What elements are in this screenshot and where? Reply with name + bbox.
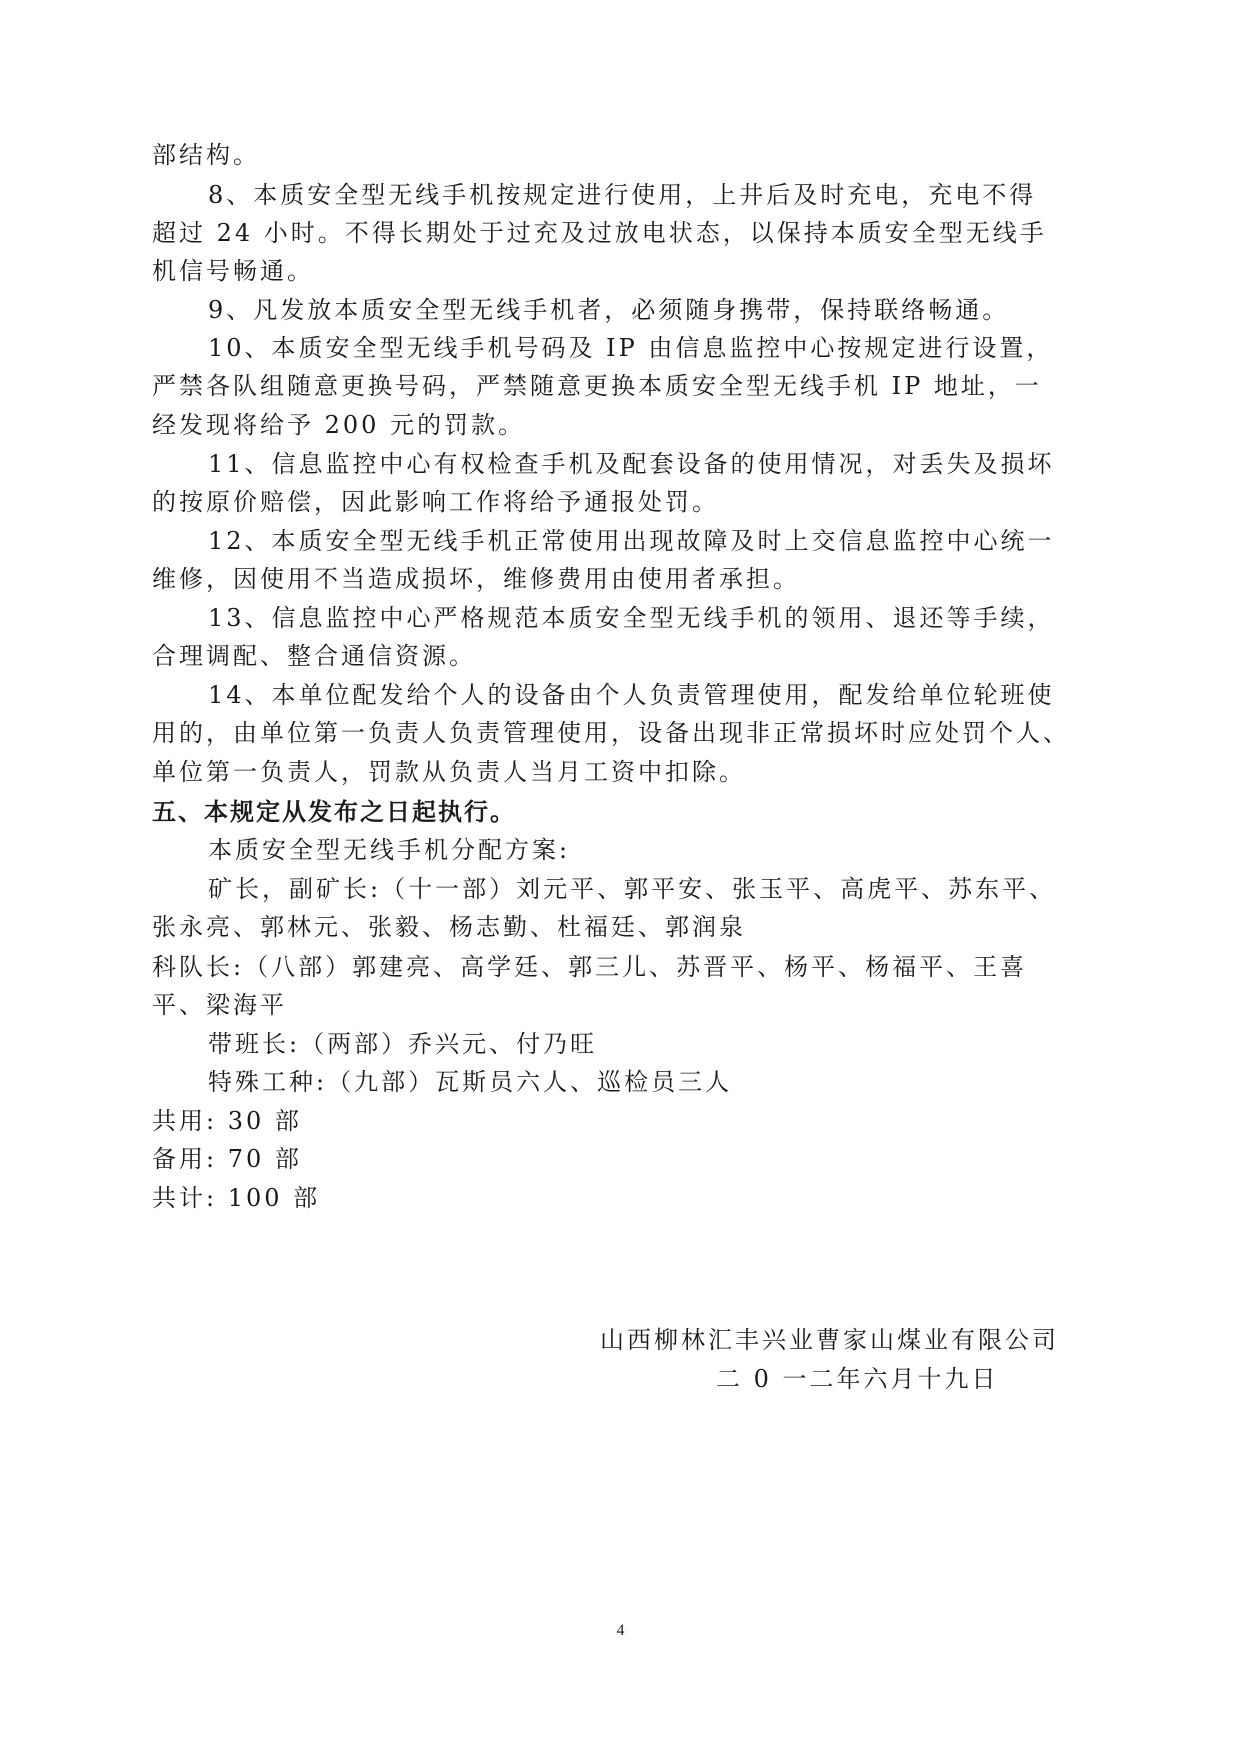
clause-11-line-2: 的按原价赔偿，因此影响工作将给予通报处罚。	[152, 488, 719, 516]
allocation-team-leaders-line-1: 科队长:（八部）郭建亮、高学廷、郭三儿、苏晋平、杨平、杨福平、王喜	[152, 953, 1028, 981]
clause-11-line-1: 11、信息监控中心有权检查手机及配套设备的使用情况，对丢失及损坏	[208, 450, 1055, 478]
allocation-spare: 备用: 70 部	[152, 1145, 302, 1173]
clause-12-line-2: 维修，因使用不当造成损坏，维修费用由使用者承担。	[152, 565, 800, 593]
clause-10-line-1: 10、本质安全型无线手机号码及 IP 由信息监控中心按规定进行设置，	[208, 334, 1054, 362]
page-number: 4	[616, 1622, 625, 1639]
clause-13-line-1: 13、信息监控中心严格规范本质安全型无线手机的领用、退还等手续，	[208, 604, 1055, 632]
clause-9-line-1: 9、凡发放本质安全型无线手机者，必须随身携带，保持联络畅通。	[208, 296, 1010, 324]
clause-10-line-2: 严禁各队组随意更换号码，严禁随意更换本质安全型无线手机 IP 地址，一	[152, 372, 1042, 400]
clause-8-line-1: 8、本质安全型无线手机按规定进行使用，上井后及时充电，充电不得	[208, 181, 1037, 209]
text-line-1: 部结构。	[152, 141, 260, 169]
allocation-shared: 共用: 30 部	[152, 1107, 302, 1135]
clause-8-line-2: 超过 24 小时。不得长期处于过充及过放电状态，以保持本质安全型无线手	[152, 219, 1047, 247]
allocation-mine-managers-line-2: 张永亮、郭林元、张毅、杨志勤、杜福廷、郭润泉	[152, 913, 746, 941]
section-five-heading: 五、本规定从发布之日起执行。	[152, 797, 516, 826]
signature-company: 山西柳林汇丰兴业曹家山煤业有限公司	[600, 1326, 1059, 1354]
clause-8-line-3: 机信号畅通。	[152, 257, 314, 285]
clause-13-line-2: 合理调配、整合通信资源。	[152, 642, 476, 670]
allocation-total: 共计: 100 部	[152, 1184, 321, 1212]
clause-12-line-1: 12、本质安全型无线手机正常使用出现故障及时上交信息监控中心统一	[208, 527, 1055, 555]
clause-14-line-1: 14、本单位配发给个人的设备由个人负责管理使用，配发给单位轮班使	[208, 681, 1055, 709]
allocation-mine-managers-line-1: 矿长，副矿长:（十一部）刘元平、郭平安、张玉平、高虎平、苏东平、	[208, 875, 1057, 903]
allocation-special-workers: 特殊工种:（九部）瓦斯员六人、巡检员三人	[208, 1068, 733, 1096]
clause-14-line-3: 单位第一负责人，罚款从负责人当月工资中扣除。	[152, 758, 746, 786]
allocation-plan-title: 本质安全型无线手机分配方案:	[208, 836, 571, 864]
allocation-shift-leaders: 带班长:（两部）乔兴元、付乃旺	[208, 1030, 598, 1058]
allocation-team-leaders-line-2: 平、梁海平	[152, 991, 287, 1019]
signature-date: 二 0 一二年六月十九日	[716, 1365, 999, 1393]
clause-10-line-3: 经发现将给予 200 元的罚款。	[152, 411, 526, 439]
clause-14-line-2: 用的，由单位第一负责人负责管理使用，设备出现非正常损坏时应处罚个人、	[152, 719, 1070, 747]
